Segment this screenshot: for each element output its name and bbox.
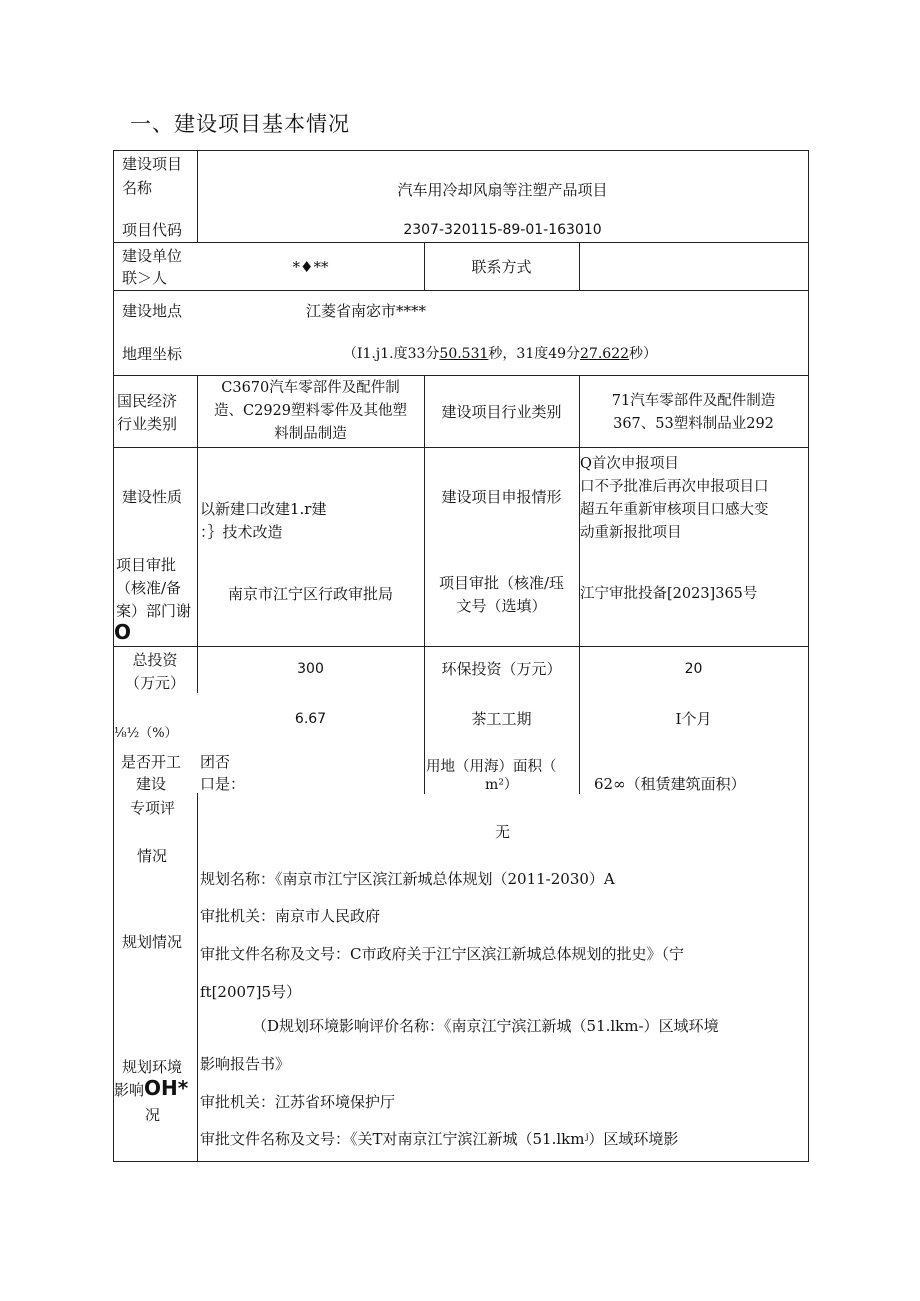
section-heading: 一、建设项目基本情况 — [130, 112, 350, 136]
planning-env-label-line3: 况 — [145, 1106, 161, 1124]
industry-category-line2: 367、53塑料制品业292 — [613, 416, 774, 432]
project-code-value: 2307-320115-89-01-163010 — [403, 222, 602, 238]
construction-period-value: I个月 — [675, 710, 712, 728]
planning-env-line3: 审批机关：江苏省环境保护厅 — [200, 1093, 396, 1111]
industry-label-line1: 国民经济 — [117, 392, 178, 410]
approval-dept-value: 南京市江宁区行政审批局 — [227, 585, 393, 603]
land-area-label-line1: 用地（用海）面积（ — [426, 759, 557, 775]
ratio-value: 6.67 — [294, 711, 327, 727]
land-area-label-line2: m²） — [485, 777, 518, 793]
approval-doc-label-line1: 项目审批（核准/珏 — [438, 574, 565, 592]
project-name-value: 汽车用冷却风扇等注塑产品项目 — [397, 181, 608, 199]
total-investment-label-line2: （万元） — [124, 674, 185, 692]
nature-value-line2: ：｝技术改造 — [200, 523, 283, 541]
approval-doc-label-line2: 文号（选填） — [456, 597, 547, 615]
planning-env-label-line1: 规划环境 — [122, 1058, 183, 1076]
declare-line3: 超五年重新审核项目口感大变 — [580, 502, 769, 518]
contact-method-label: 联系方式 — [471, 258, 532, 276]
planning-label: 规划情况 — [122, 933, 183, 951]
start-label-line2: 建设 — [136, 775, 167, 793]
approval-doc-value: 江宁审批投备[2023]365号 — [580, 586, 758, 602]
industry-category-label: 建设项目行业类别 — [441, 403, 562, 421]
start-value-line1: 团否 — [200, 753, 231, 771]
coordinates-label: 地理坐标 — [122, 345, 183, 363]
declare-label: 建设项目申报情形 — [441, 488, 562, 506]
location-value: 江菱省南宓市**** — [306, 302, 427, 320]
env-investment-label: 环保投资（万元） — [441, 660, 562, 678]
industry-value-line3: 料制品制造 — [274, 426, 347, 442]
planning-line1: 规划名称：《南京市江宁区滨江新城总体规划（2011-2030）A — [200, 870, 615, 888]
contact-person-value: *♦** — [292, 258, 329, 276]
planning-line2: 审批机关：南京市人民政府 — [200, 907, 381, 925]
ratio-label: ⅛½（%） — [114, 726, 178, 741]
land-area-value: 62∞（租赁建筑面积） — [594, 775, 746, 793]
unit-label-line2: 联＞人 — [122, 269, 168, 287]
planning-env-line1: （D规划环境影响评价名称：《南京江宁滨江新城（51.lkm-）区域环境 — [252, 1017, 719, 1035]
nature-value-line1: 以新建口改建1.r建 — [200, 500, 327, 518]
declare-line1: Q首次申报项目 — [580, 456, 679, 472]
location-label: 建设地点 — [122, 302, 183, 320]
start-label-line1: 是否开工 — [121, 753, 182, 771]
planning-line4: ft[2007]5号） — [200, 983, 302, 1001]
industry-category-line1: 71汽车零部件及配件制造 — [611, 393, 776, 409]
special-label-line1: 专项评 — [130, 799, 176, 817]
industry-value-line2: 造、C2929塑料零件及其他塑 — [214, 403, 407, 419]
planning-env-line4: 审批文件名称及文号：《关T对南京江宁滨江新城（51.lkmʲ）区域环境影 — [200, 1130, 679, 1148]
special-value: 无 — [494, 823, 510, 841]
approval-dept-label-line2: （核准/备 — [116, 579, 182, 597]
approval-dept-label-line3: 案）部门谢 — [116, 602, 192, 620]
unit-label-line1: 建设单位 — [122, 247, 183, 265]
special-label-line2: 情况 — [137, 847, 168, 865]
project-name-label: 建设项目 名称 — [122, 155, 183, 197]
nature-label: 建设性质 — [122, 488, 183, 506]
approval-dept-label-line4: O — [114, 620, 132, 644]
total-investment-value: 300 — [297, 661, 324, 677]
industry-label-line2: 行业类别 — [117, 415, 178, 433]
planning-env-line2: 影响报告书》 — [200, 1055, 291, 1073]
env-investment-value: 20 — [684, 661, 703, 677]
declare-line4: 动重新报批项目 — [580, 525, 682, 541]
start-value-line2: 口是： — [200, 775, 246, 793]
construction-period-label: 茶工工期 — [471, 710, 532, 728]
industry-value-line1: C3670汽车零部件及配件制 — [221, 380, 400, 396]
declare-line2: 口不予批准后再次申报项目口 — [580, 479, 769, 495]
total-investment-label-line1: 总投资 — [132, 651, 178, 669]
project-code-label: 项目代码 — [122, 221, 183, 239]
planning-line3: 审批文件名称及文号：C市政府关于江宁区滨江新城总体规划的批史》（宁 — [200, 945, 684, 963]
planning-env-label-line2: 影响OH* — [114, 1076, 189, 1100]
approval-dept-label-line1: 项目审批 — [116, 556, 177, 574]
coordinates-value: （I1.j1.度33分50.531秒，31度49分27.622秒） — [343, 346, 658, 362]
